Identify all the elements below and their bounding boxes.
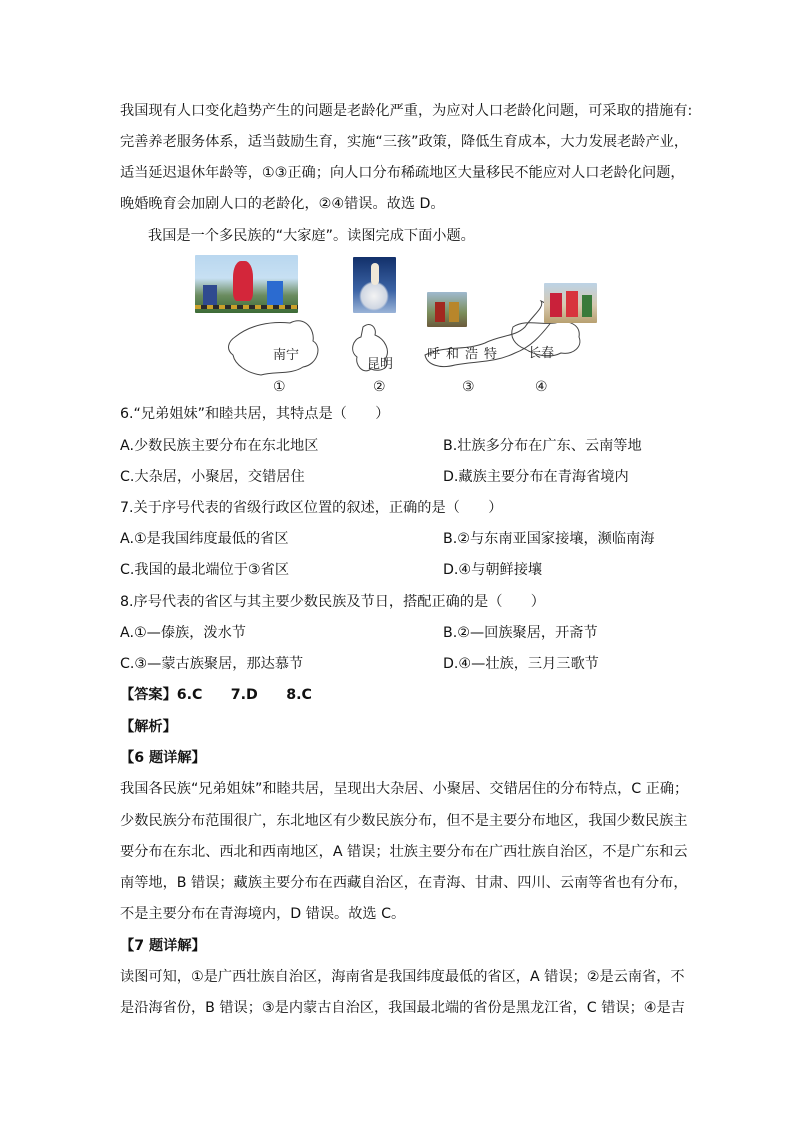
detail-7-line-1: 读图可知，①是广西壮族自治区，海南省是我国纬度最低的省区，A 错误；②是云南省，不 [120, 969, 685, 985]
intro-line-2: 完善养老服务体系，适当鼓励生育，实施“三孩”政策，降低生育成本，大力发展老龄产业， [120, 134, 689, 150]
province-number-1: ① [273, 379, 286, 395]
province-number-3: ③ [462, 379, 475, 395]
q7-option-a: A.①是我国纬度最低的省区 [120, 531, 289, 547]
detail-7-line-2: 是沿海省份，B 错误；③是内蒙古自治区，我国最北端的省份是黑龙江省，C 错误；④是吉 [120, 1000, 685, 1016]
q6-option-a: A.少数民族主要分布在东北地区 [120, 438, 319, 454]
detail-6-line-5: 不是主要分布在青海境内，D 错误。故选 C。 [120, 906, 406, 922]
q8-option-b: B.②—回族聚居，开斋节 [443, 625, 598, 641]
detail-6-line-3: 要分布在东北、西北和西南地区，A 错误；壮族主要分布在广西壮族自治区，不是广东和云 [120, 844, 688, 860]
dance-photo-1 [195, 255, 298, 313]
q6-stem: 6.“兄弟姐妹”和睦共居，其特点是（ ） [120, 406, 390, 422]
peacock-dance-photo [353, 257, 396, 313]
q8-option-c: C.③—蒙古族聚居，那达慕节 [120, 656, 304, 672]
detail-7-label: 【7 题详解】 [120, 938, 206, 954]
ethnic-map-figure [195, 255, 615, 400]
q8-option-d: D.④—壮族，三月三歌节 [443, 656, 599, 672]
city-label-nanning: 南宁 [273, 348, 300, 363]
question-prompt: 我国是一个多民族的“大家庭”。读图完成下面小题。 [148, 228, 475, 244]
q6-option-d: D.藏族主要分布在青海省境内 [443, 469, 629, 485]
intro-line-3: 适当延迟退休年龄等，①③正确；向人口分布稀疏地区大量移民不能应对人口老龄化问题， [120, 165, 685, 181]
intro-line-4: 晚婚晚育会加剧人口的老龄化，②④错误。故选 D。 [120, 196, 445, 212]
q8-option-a: A.①—傣族，泼水节 [120, 625, 246, 641]
q6-option-c: C.大杂居，小聚居，交错居住 [120, 469, 305, 485]
wrestling-photo [427, 292, 467, 327]
detail-6-line-4: 南等地，B 错误；藏族主要分布在西藏自治区，在青海、甘肃、四川、云南等省也有分布， [120, 875, 688, 891]
province-number-4: ④ [535, 379, 548, 395]
province-number-2: ② [373, 379, 386, 395]
detail-6-label: 【6 题详解】 [120, 750, 206, 766]
city-label-changchun: 长春 [528, 346, 555, 361]
detail-6-line-1: 我国各民族“兄弟姐妹”和睦共居，呈现出大杂居、小聚居、交错居住的分布特点，C 正确； [120, 781, 689, 797]
intro-line-1: 我国现有人口变化趋势产生的问题是老龄化严重，为应对人口老龄化问题，可采取的措施有: [120, 103, 693, 119]
q8-stem: 8.序号代表的省区与其主要少数民族及节日，搭配正确的是（ ） [120, 594, 545, 610]
detail-6-line-2: 少数民族分布范围很广，东北地区有少数民族分布，但不是主要分布地区，我国少数民族主 [120, 813, 688, 829]
q6-option-b: B.壮族多分布在广东、云南等地 [443, 438, 642, 454]
answer-line: 【答案】6.C 7.D 8.C [120, 687, 312, 703]
q7-option-d: D.④与朝鲜接壤 [443, 562, 543, 578]
q7-stem: 7.关于序号代表的省级行政区位置的叙述，正确的是（ ） [120, 500, 503, 516]
folk-dance-photo [544, 283, 597, 323]
city-label-kunming: 昆明 [367, 357, 394, 372]
analysis-label: 【解析】 [120, 719, 177, 735]
city-label-hohhot: 呼和浩特 [427, 347, 504, 362]
q7-option-b: B.②与东南亚国家接壤，濒临南海 [443, 531, 655, 547]
q7-option-c: C.我国的最北端位于③省区 [120, 562, 290, 578]
